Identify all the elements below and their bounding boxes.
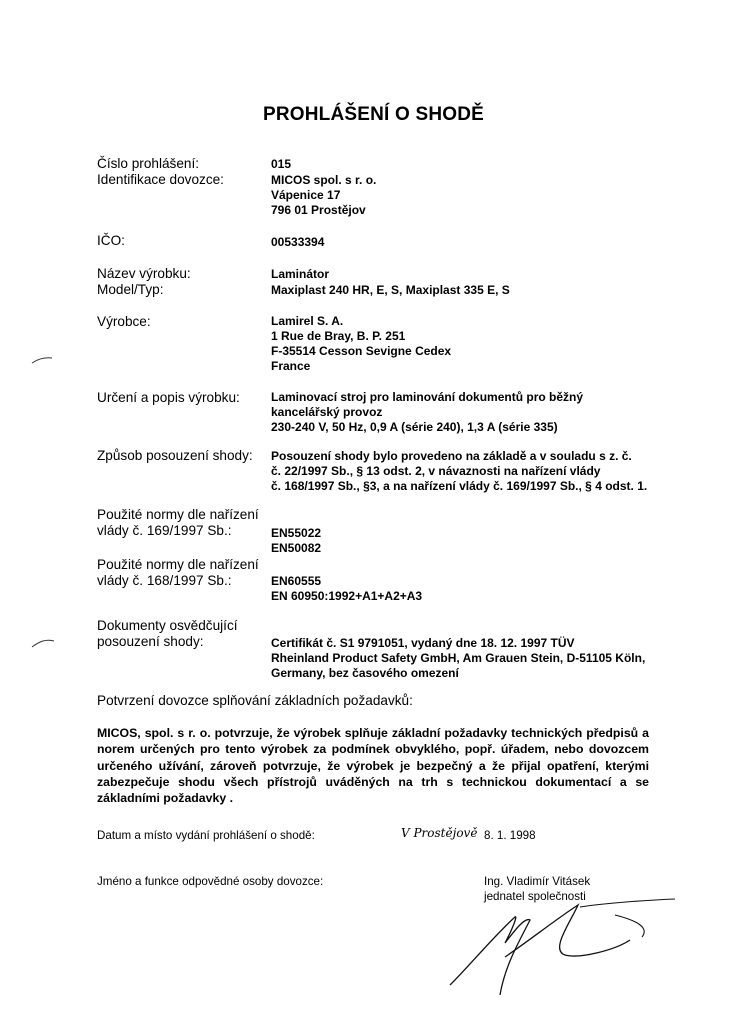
date-label: Datum a místo vydání prohlášení o shodě: — [97, 829, 315, 842]
dokumenty-line: Germany, bez časového omezení — [271, 666, 459, 680]
signature-image — [420, 895, 690, 1005]
scan-mark — [30, 355, 54, 365]
value-urceni — [271, 390, 583, 435]
urceni-line: Laminovací stroj pro laminování dokumentů pro běžný — [271, 390, 584, 404]
scan-mark — [30, 637, 56, 649]
value-ico: 00533394 — [271, 235, 325, 249]
normy-169-label-line: vlády č. 169/1997 Sb.: — [97, 523, 232, 538]
zpusob-line: č. 168/1997 Sb., §3, a na nařízení vlády č. 169/1997 Sb., § 4 odst. 1. — [271, 479, 648, 493]
dokumenty-label-line: posouzení shody: — [97, 634, 204, 649]
value-model: Maxiplast 240 HR, E, S, Maxiplast 335 E, S — [271, 283, 510, 297]
dokumenty-line: Certifikát č. S1 9791051, vydaný dne 18. 12. 1997 TÜV — [271, 636, 575, 650]
norma-item: EN50082 — [271, 541, 322, 555]
dokumenty-line: Rheinland Product Safety GmbH, Am Grauen Stein, D-51105 Köln, — [271, 651, 646, 665]
normy-169-label-line: Použité normy dle nařízení — [97, 507, 259, 522]
norma-item: EN 60950:1992+A1+A2+A3 — [271, 589, 423, 603]
label-urceni: Určení a popis výrobku: — [97, 390, 240, 405]
norma-item: EN60555 — [271, 574, 322, 588]
dovozce-line: Vápenice 17 — [271, 188, 341, 202]
issue-date: 8. 1. 1998 — [484, 829, 536, 842]
urceni-line: 230-240 V, 50 Hz, 0,9 A (série 240), 1,3 A (série 335) — [271, 420, 558, 434]
label-dokumenty — [97, 618, 238, 650]
vyrobce-line: France — [271, 359, 311, 373]
norma-item: EN55022 — [271, 526, 322, 540]
person-role: jednatel společnosti — [484, 890, 586, 903]
vyrobce-line: Lamirel S. A. — [271, 314, 344, 328]
label-normy-168 — [97, 557, 259, 589]
label-normy-169 — [97, 507, 259, 539]
label-zpusob: Způsob posouzení shody: — [97, 448, 253, 463]
value-nazev: Laminátor — [271, 267, 330, 281]
vyrobce-line: 1 Rue de Bray, B. P. 251 — [271, 329, 406, 343]
document-title: PROHLÁŠENÍ O SHODĚ — [262, 104, 485, 125]
vyrobce-line: F-35514 Cesson Sevigne Cedex — [271, 344, 452, 358]
handwritten-place: V Prostějově — [401, 826, 478, 840]
normy-168-label-line: Použité normy dle nařízení — [97, 557, 259, 572]
label-model: Model/Typ: — [97, 282, 164, 297]
person-label: Jméno a funkce odpovědné osoby dovozce: — [97, 875, 324, 888]
label-dovozce: Identifikace dovozce: — [97, 172, 224, 187]
confirmation-heading: Potvrzení dovozce splňování základních požadavků: — [97, 693, 413, 708]
value-normy-169 — [271, 526, 321, 556]
dovozce-line: MICOS spol. s r. o. — [271, 173, 377, 187]
value-cislo: 015 — [271, 157, 292, 171]
person-name: Ing. Vladimír Vitásek — [484, 875, 591, 888]
normy-168-label-line: vlády č. 168/1997 Sb.: — [97, 573, 232, 588]
confirmation-text: MICOS, spol. s r. o. potvrzuje, že výrobek splňuje základní požadavky technických předpisů a norem určených pro tento výrobek za podmínek obvyklého, popř. úřadem, nebo dovozcem určeného užívání, zároveň potvrzuje, že výrobek je bezpečný a že přijal opatření, kterými zabezpečuje shodu všech přístrojů uváděných na trh s technickou dokumentací a se základními požadavky . — [97, 726, 649, 806]
value-dokumenty — [271, 636, 645, 681]
label-cislo: Číslo prohlášení: — [97, 156, 200, 171]
label-nazev: Název výrobku: — [97, 266, 191, 281]
dokumenty-label-line: Dokumenty osvědčující — [97, 618, 238, 633]
value-zpusob — [271, 449, 647, 494]
dovozce-line: 796 01 Prostějov — [271, 203, 366, 217]
label-ico: IČO: — [97, 233, 125, 248]
value-vyrobce — [271, 314, 451, 374]
label-vyrobce: Výrobce: — [97, 314, 151, 329]
value-normy-168 — [271, 574, 422, 604]
zpusob-line: Posouzení shody bylo provedeno na základě a v souladu s z. č. — [271, 449, 632, 463]
value-dovozce — [271, 173, 376, 218]
urceni-line: kancelářský provoz — [271, 405, 383, 419]
zpusob-line: č. 22/1997 Sb., § 13 odst. 2, v návaznosti na nařízení vlády — [271, 464, 601, 478]
